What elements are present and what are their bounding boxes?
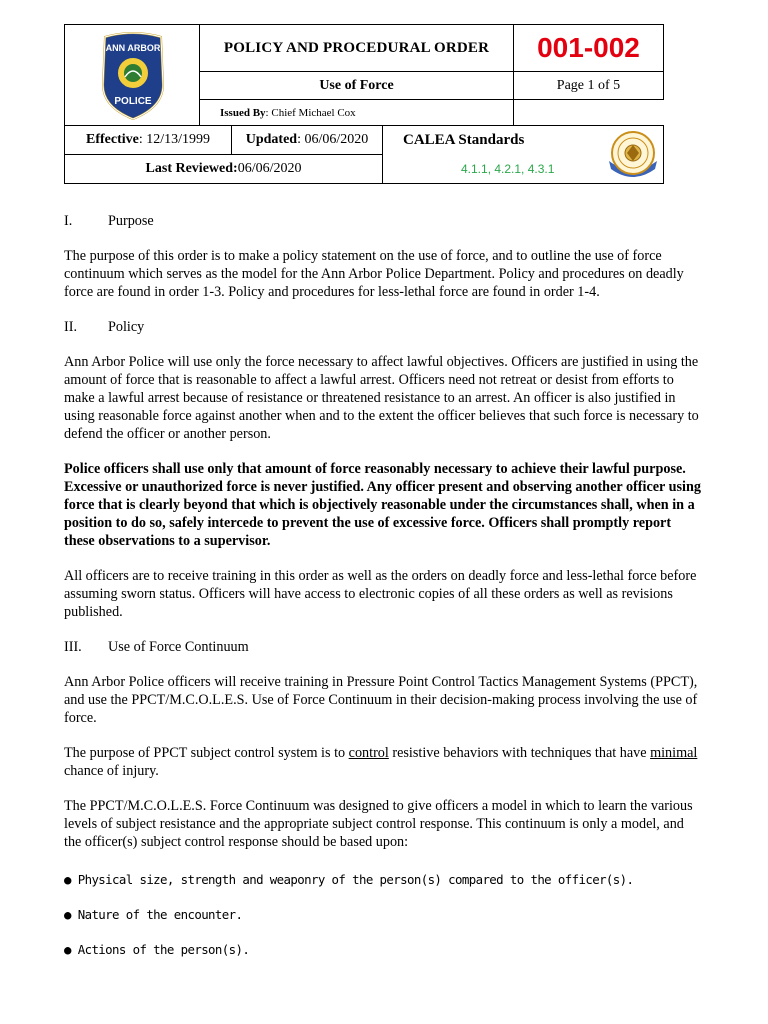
- ppct-paragraph: Ann Arbor Police officers will receive training in Pressure Point Control Tactics Management Systems (PPCT), and use the PPCT/M.C.O.L.E.S. Use of Force Continuum in their decision-making process involving the use of force.: [64, 674, 698, 726]
- svg-text:ANN ARBOR: ANN ARBOR: [105, 43, 161, 53]
- section-number: II.: [64, 319, 77, 335]
- policy-paragraph: Ann Arbor Police will use only the force necessary to affect lawful objectives. Officers are justified in using the amount of force that is reasonable to affect a lawful arrest. Officers need not retreat or desist from efforts to make a lawful arrest because of resistance or threatened resistance to an arrest. An officer is also justified in using reasonable force against another when and to the extent the officer believes that such force is necessary to defend the officer or another person.: [64, 354, 699, 442]
- section-heading-purpose: [64, 212, 704, 230]
- effective-date: [64, 125, 232, 155]
- calea-title: CALEA Standards: [403, 132, 525, 148]
- section-heading-policy: [64, 318, 704, 336]
- calea-seal-icon: [605, 129, 661, 183]
- section-number: III.: [64, 639, 82, 655]
- document-body: [64, 212, 704, 959]
- police-badge-icon: [65, 25, 201, 127]
- ppct-purpose-paragraph: The purpose of PPCT subject control system is to control resistive behaviors with techniques that have minimal chance of injury.: [64, 745, 698, 779]
- order-number: 001-002: [513, 24, 664, 72]
- svg-text:POLICE: POLICE: [114, 96, 152, 107]
- last-reviewed-label: Last Reviewed:: [145, 161, 238, 176]
- updated-date: [231, 125, 383, 155]
- policy-bold-paragraph: Police officers shall use only that amount of force reasonably necessary to achieve their lawful purpose. Excessive or unauthorized force is never justified. Any officer present and observing another officer using force that is clearly beyond that which is objectively reasonable under the circumstances shall, when in a position to do so, safely intercede to prevent the use of excessive force. Officers shall promptly report these observations to a supervisor.: [64, 461, 701, 549]
- issued-by: [199, 99, 514, 126]
- page-indicator: Page 1 of 5: [513, 71, 664, 100]
- underlined-minimal: minimal: [650, 745, 698, 761]
- section-title: Policy: [108, 319, 145, 335]
- training-paragraph: All officers are to receive training in this order as well as the orders on deadly force and less-lethal force before assuming sworn status. Officers will have access to electronic copies of all these orders as well as revisions published.: [64, 568, 697, 620]
- updated-label: Updated: [245, 132, 298, 147]
- order-title: POLICY AND PROCEDURAL ORDER: [199, 24, 514, 72]
- bullet-item: ● Actions of the person(s).: [64, 942, 250, 957]
- bullet-item: ● Physical size, strength and weaponry of the person(s) compared to the officer(s).: [64, 872, 634, 887]
- calea-cell: [382, 125, 664, 184]
- last-reviewed-value: 06/06/2020: [237, 161, 302, 176]
- issued-value: : Chief Michael Cox: [265, 106, 356, 119]
- underlined-control: control: [348, 745, 389, 761]
- logo-cell: [64, 24, 200, 126]
- section-title: Purpose: [108, 213, 154, 229]
- order-subject: Use of Force: [199, 71, 514, 100]
- calea-standards: 4.1.1, 4.2.1, 4.3.1: [461, 162, 555, 176]
- issued-label: Issued By: [220, 106, 266, 119]
- effective-label: Effective: [85, 132, 139, 147]
- updated-value: : 06/06/2020: [297, 132, 369, 147]
- section-heading-continuum: [64, 638, 704, 656]
- section-number: I.: [64, 213, 73, 229]
- purpose-paragraph: The purpose of this order is to make a policy statement on the use of force, and to outline the use of force continuum which serves as the model for the Ann Arbor Police Department. Policy and procedures on deadly force are found in order 1-3. Policy and procedures for less-lethal force are found in order 1-4.: [64, 248, 684, 300]
- bullet-item: ● Nature of the encounter.: [64, 907, 243, 922]
- section-title: Use of Force Continuum: [108, 639, 249, 655]
- header-table: [64, 24, 664, 184]
- effective-value: : 12/13/1999: [138, 132, 211, 147]
- continuum-paragraph: The PPCT/M.C.O.L.E.S. Force Continuum was designed to give officers a model in which to learn the various levels of subject resistance and the appropriate subject control response. This continuum is only a model, and the officer(s) subject control response should be based upon:: [64, 798, 693, 850]
- last-reviewed: [64, 154, 383, 184]
